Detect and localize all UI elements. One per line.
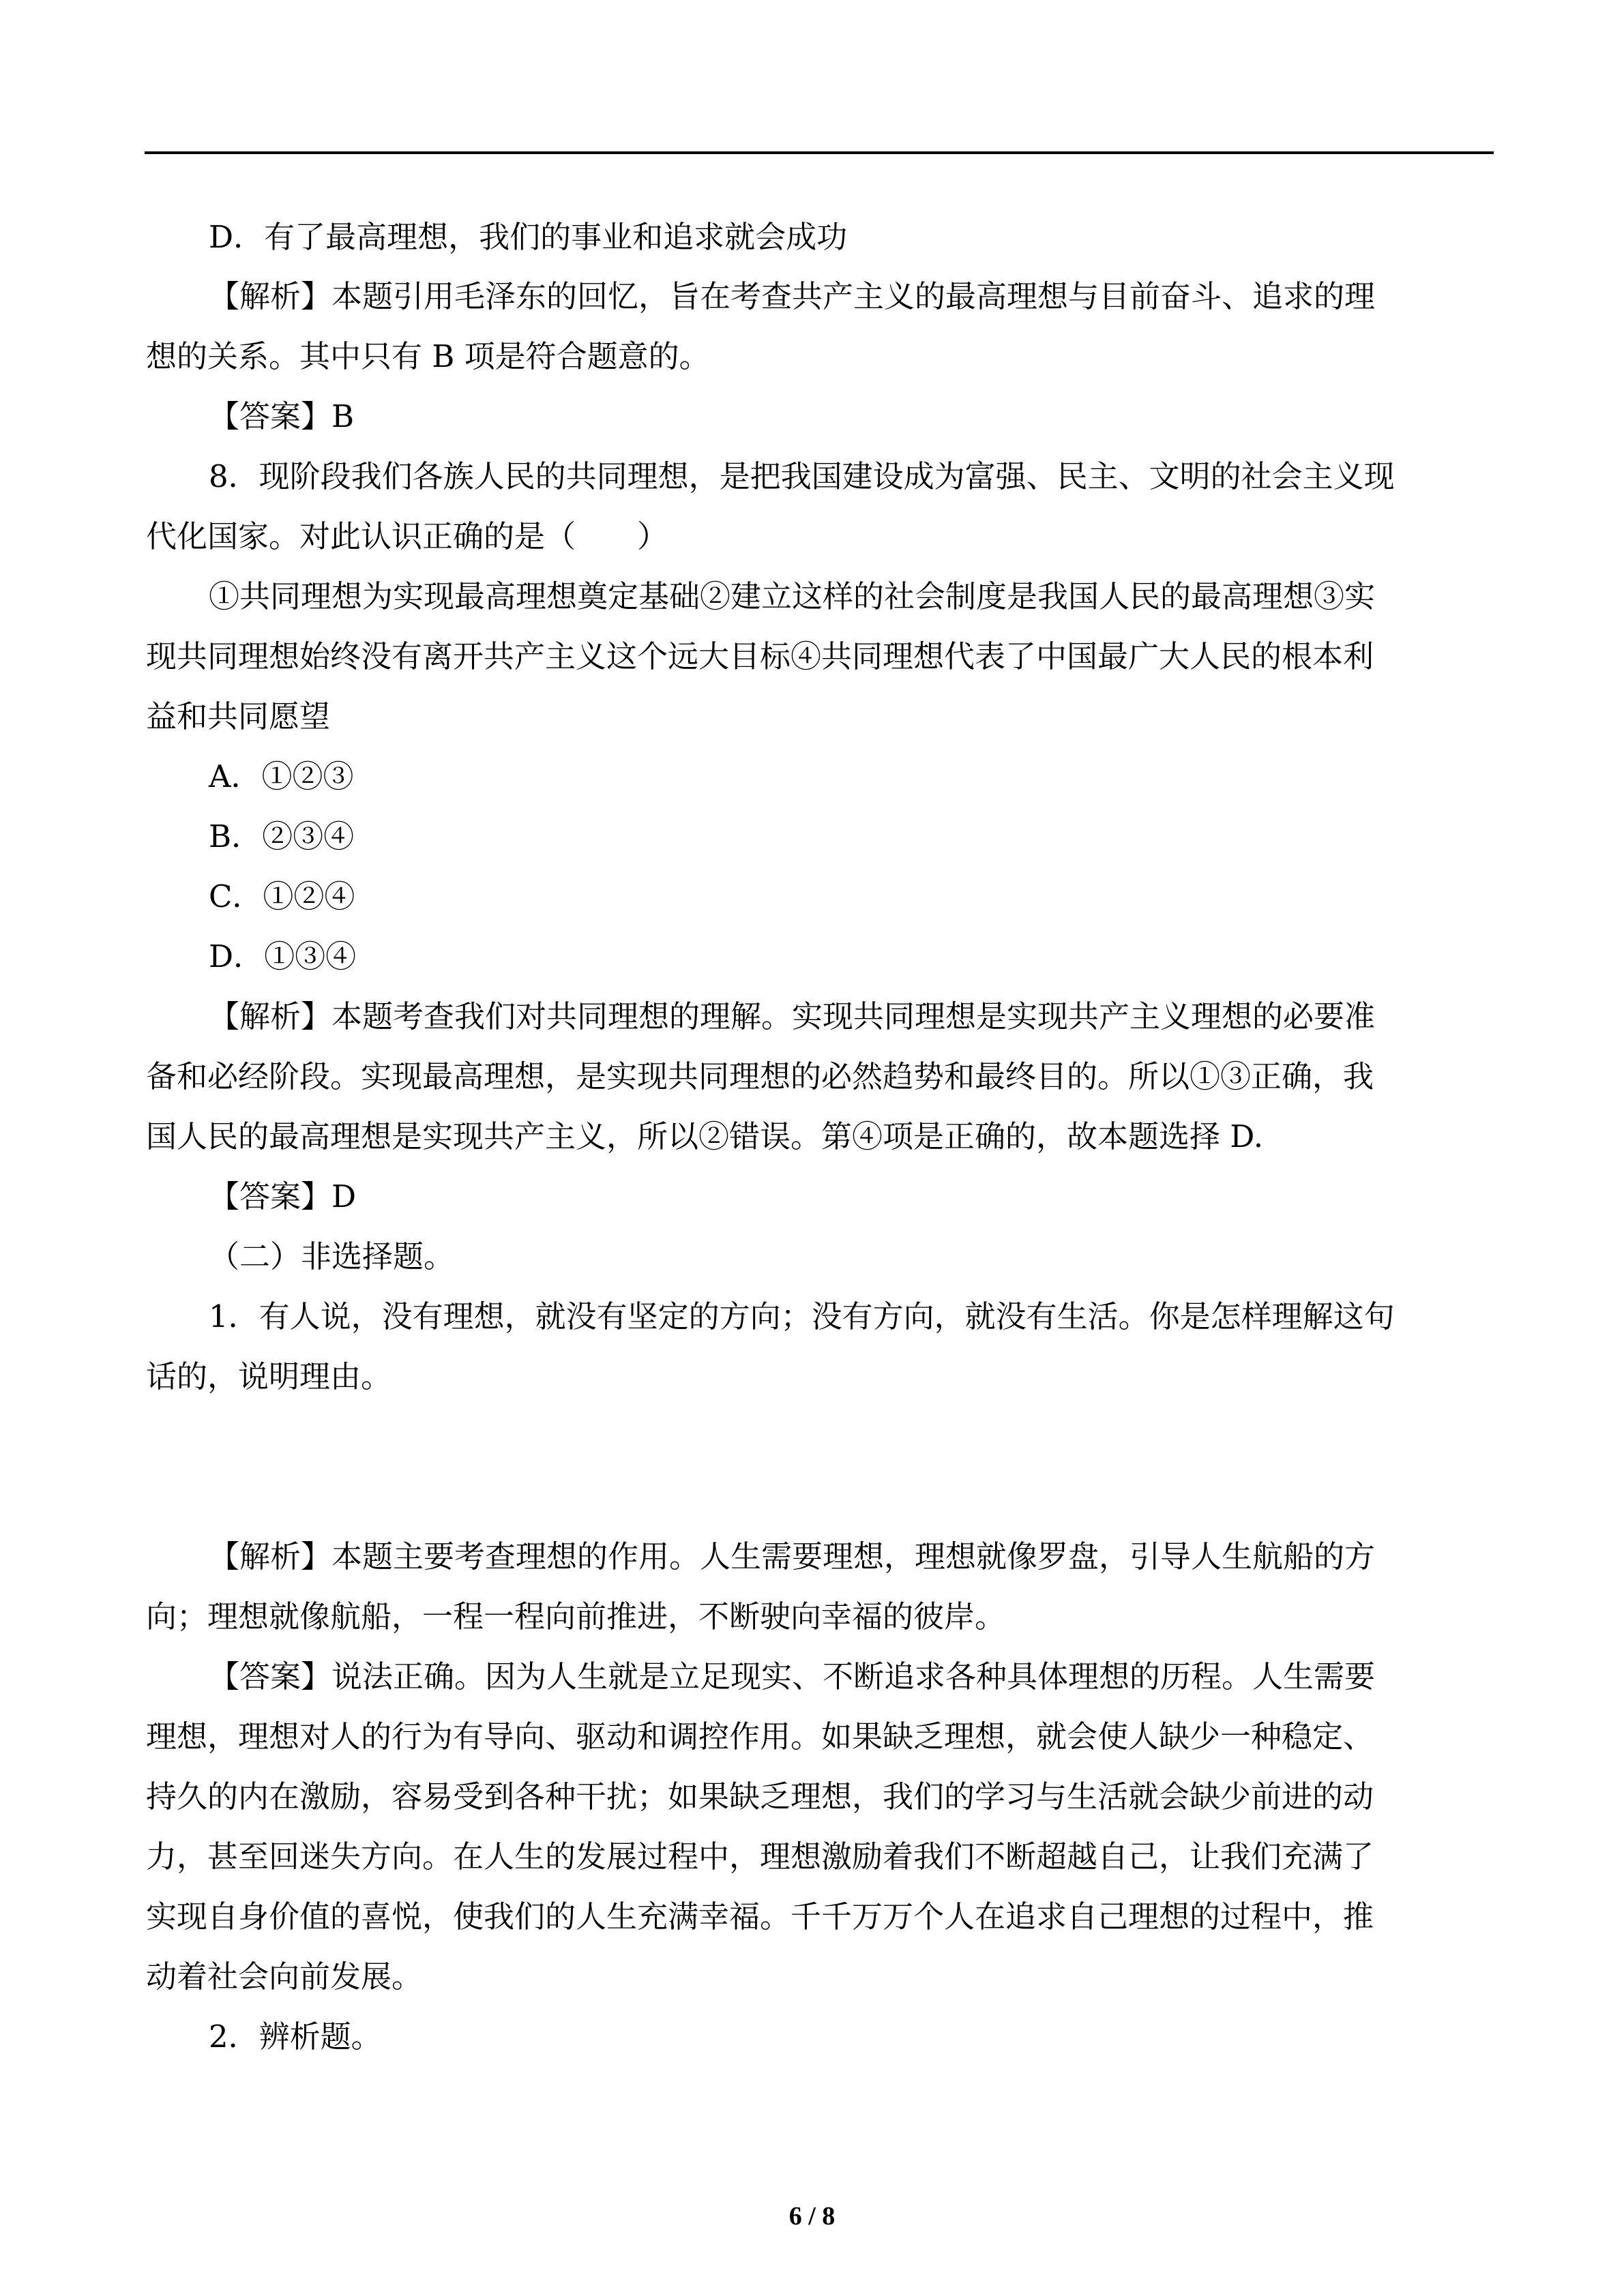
question-n2: 2．辨析题。 — [209, 2018, 382, 2055]
option-d: D．①③④ — [209, 938, 357, 974]
question-n1-line-1: 1．有人说，没有理想，就没有坚定的方向；没有方向，就没有生活。你是怎样理解这句 — [209, 1298, 1395, 1335]
answer-7: 【答案】B — [209, 398, 355, 434]
option-c: C．①②④ — [209, 878, 355, 914]
answer-n1-line-1: 【答案】说法正确。因为人生就是立足现实、不断追求各种具体理想的历程。人生需要 — [209, 1658, 1376, 1695]
section-heading: （二）非选择题。 — [209, 1238, 455, 1274]
analysis-8-line-2: 备和必经阶段。实现最高理想，是实现共同理想的必然趋势和最终目的。所以①③正确，我 — [146, 1058, 1374, 1094]
statements-8-line-2: 现共同理想始终没有离开共产主义这个远大目标④共同理想代表了中国最广大人民的根本利 — [146, 638, 1374, 674]
question-8-line-2: 代化国家。对此认识正确的是（ ） — [146, 518, 668, 554]
analysis-n1-line-1: 【解析】本题主要考查理想的作用。人生需要理想，理想就像罗盘，引导人生航船的方 — [209, 1538, 1376, 1575]
answer-n1-line-3: 持久的内在激励，容易受到各种干扰；如果缺乏理想，我们的学习与生活就会缺少前进的动 — [146, 1778, 1374, 1815]
answer-n1-line-2: 理想，理想对人的行为有导向、驱动和调控作用。如果缺乏理想，就会使人缺少一种稳定、 — [146, 1718, 1374, 1755]
analysis-7-line-2: 想的关系。其中只有 B 项是符合题意的。 — [146, 338, 710, 374]
analysis-n1-line-2: 向；理想就像航船，一程一程向前推进，不断驶向幸福的彼岸。 — [146, 1598, 1006, 1635]
statements-8-line-3: 益和共同愿望 — [146, 698, 331, 734]
analysis-8-line-3: 国人民的最高理想是实现共产主义，所以②错误。第④项是正确的，故本题选择 D. — [146, 1118, 1264, 1154]
question-n1-line-2: 话的，说明理由。 — [146, 1358, 392, 1395]
option-b: B．②③④ — [209, 818, 355, 854]
statements-8-line-1: ①共同理想为实现最高理想奠定基础②建立这样的社会制度是我国人民的最高理想③实 — [209, 578, 1376, 614]
answer-n1-line-6: 动着社会向前发展。 — [146, 1958, 423, 1995]
answer-n1-line-5: 实现自身价值的喜悦，使我们的人生充满幸福。千千万万个人在追求自己理想的过程中，推 — [146, 1898, 1374, 1935]
option-a: A．①②③ — [209, 758, 354, 794]
answer-n1-line-4: 力，甚至回迷失方向。在人生的发展过程中，理想激励着我们不断超越自己，让我们充满了 — [146, 1838, 1374, 1875]
analysis-8-line-1: 【解析】本题考查我们对共同理想的理解。实现共同理想是实现共产主义理想的必要准 — [209, 998, 1376, 1034]
option-d-previous: D．有了最高理想，我们的事业和追求就会成功 — [209, 219, 848, 255]
header-rule — [145, 151, 1494, 154]
answer-8: 【答案】D — [209, 1178, 357, 1214]
question-8-line-1: 8．现阶段我们各族人民的共同理想，是把我国建设成为富强、民主、文明的社会主义现 — [209, 458, 1395, 494]
page-number: 6 / 8 — [788, 2202, 836, 2231]
analysis-7-line-1: 【解析】本题引用毛泽东的回忆，旨在考查共产主义的最高理想与目前奋斗、追求的理 — [209, 278, 1376, 314]
